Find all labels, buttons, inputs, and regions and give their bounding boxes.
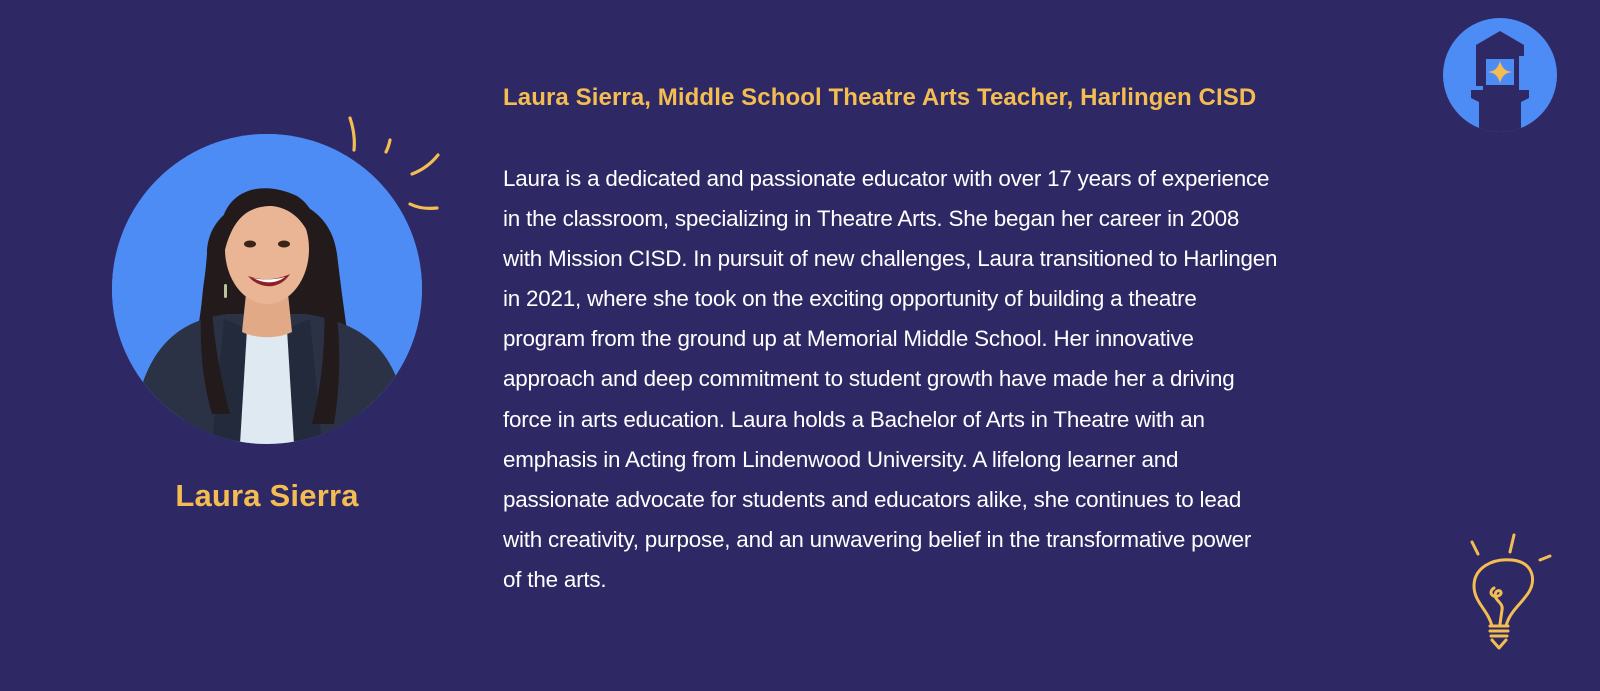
bio-line: with Mission CISD. In pursuit of new challenges, Laura transitioned to Harlingen: [503, 246, 1278, 272]
bio-line: Laura is a dedicated and passionate educator with over 17 years of experience: [503, 166, 1270, 191]
bio-line: approach and deep commitment to student growth have made her a driving: [503, 366, 1235, 392]
bio-line: program from the ground up at Memorial Middle School. Her innovative: [503, 326, 1194, 352]
bio-headline: Laura Sierra, Middle School Theatre Arts Teacher, Harlingen CISD: [503, 84, 1257, 111]
bio-line: with creativity, purpose, and an unwavering belief in the transformative power: [503, 526, 1252, 552]
bio-section: [503, 80, 1463, 622]
bio-line: in 2021, where she took on the exciting opportunity of building a theatre: [503, 286, 1197, 312]
lighthouse-icon: [1443, 18, 1557, 132]
bio-line: in the classroom, specializing in Theatre Arts. She began her career in 2008: [503, 206, 1240, 232]
lightbulb-icon: [1462, 530, 1562, 650]
bio-line: force in arts education. Laura holds a Bachelor of Arts in Theatre with an: [503, 406, 1205, 432]
sparkle-lines-icon: [340, 110, 450, 220]
profile-name: Laura Sierra: [175, 478, 359, 513]
bio-line: of the arts.: [503, 566, 607, 592]
bio-line: emphasis in Acting from Lindenwood University. A lifelong learner and: [503, 446, 1179, 472]
bio-line: passionate advocate for students and educators alike, she continues to lead: [503, 486, 1242, 512]
bio-paragraph: [503, 159, 1463, 600]
